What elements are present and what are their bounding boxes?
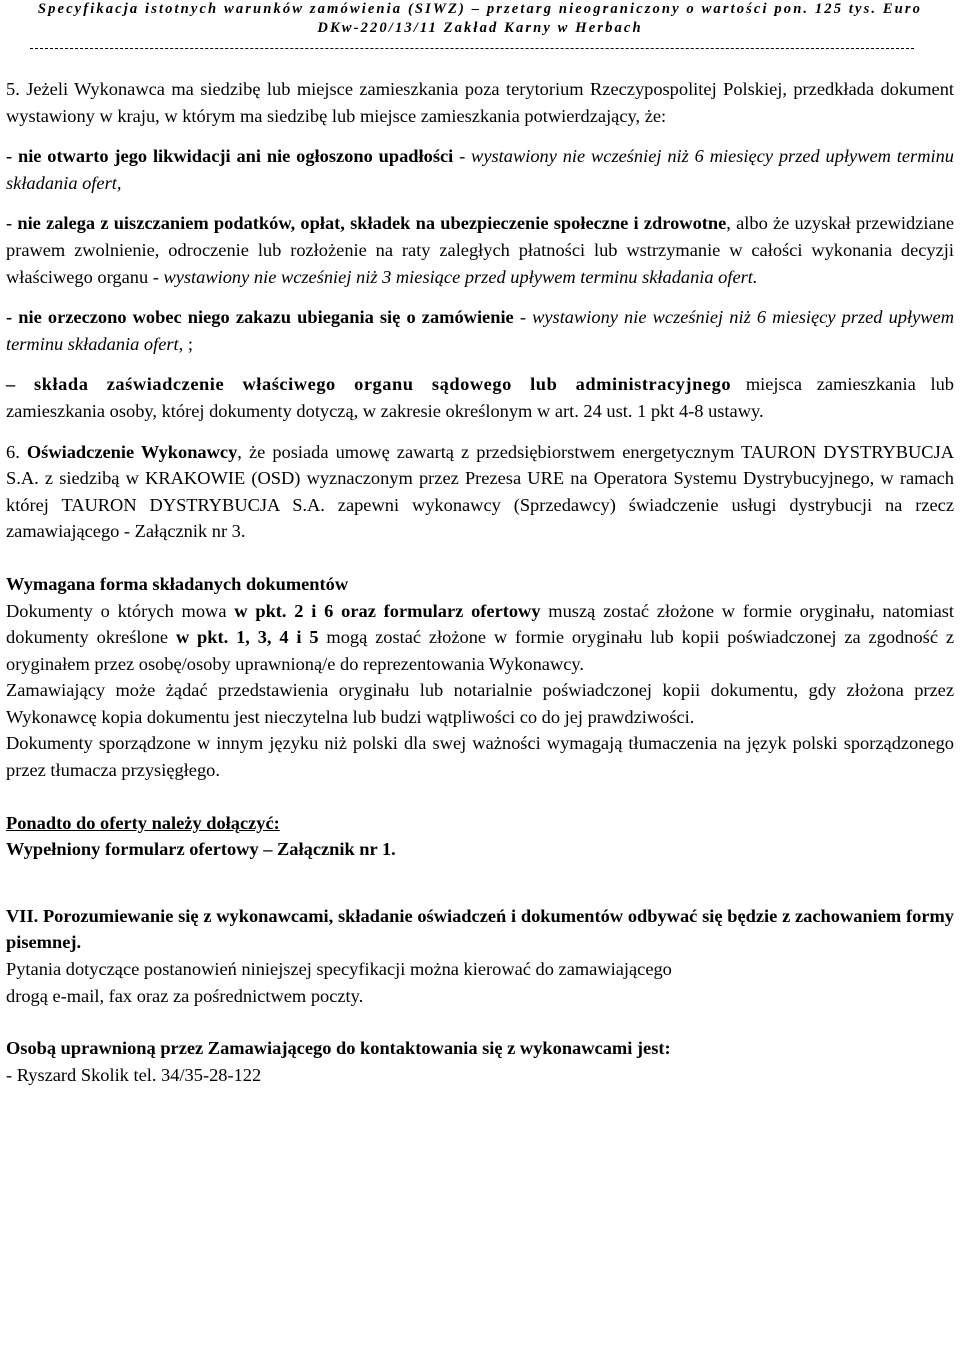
section-7-heading-text: VII. Porozumiewanie się z wykonawcami, składanie oświadczeń i dokumentów odbywać się będzie z zachowaniem formy pisemnej.	[6, 905, 954, 953]
item-bold-text: – składa zaświadczenie właściwego organu sądowego lub administracyjnego	[6, 374, 732, 395]
ponadto-heading-text: Ponadto do oferty należy dołączyć:	[6, 812, 280, 833]
item-text: , albo że uzyskał przewidziane prawem zwolnienie, odroczenie lub rozłożenie na raty zaległych płatności lub wstrzymanie w całości wykonania decyzji właściwego organu	[6, 213, 954, 287]
section-7-heading	[6, 903, 954, 956]
section-5-item-ban	[6, 304, 954, 357]
item-bold-text: - nie zalega z uiszczaniem podatków, opłat, składek na ubezpieczenie społeczne i zdrowotne	[6, 213, 727, 234]
section-6-number: 6.	[6, 441, 27, 462]
section-6-bold: Oświadczenie Wykonawcy	[26, 441, 238, 462]
item-italic-text: - wystawiony nie wcześniej niż 6 miesięcy przed upływem terminu składania ofert,	[6, 146, 954, 193]
contact-heading-text: Osobą uprawnioną przez Zamawiającego do kontaktowania się z wykonawcami jest:	[6, 1038, 671, 1059]
forma-text: muszą zostać złożone w formie oryginału, natomiast dokumenty określone	[6, 600, 955, 648]
ponadto-item-text: Wypełniony formularz ofertowy – Załącznik nr 1.	[6, 839, 396, 860]
item-text: miejsca zamieszkania lub zamieszkania osoby, której dokumenty dotyczą, w zakresie określonym w art. 24 ust. 1 pkt 4-8 ustawy.	[6, 374, 954, 421]
section-5-intro: 5. Jeżeli Wykonawca ma siedzibę lub miejsce zamieszkania poza terytorium Rzeczypospolitej Polskiej, przedkłada dokument wystawiony w kraju, w którym ma siedzibę lub miejsce zamieszkania potwierdzający, że:	[6, 79, 954, 126]
forma-heading	[6, 571, 954, 598]
item-italic-text: - wystawiony nie wcześniej niż 3 miesiące przed upływem terminu składania ofert.	[152, 266, 758, 287]
forma-paragraph-2: Zamawiający może żądać przedstawienia oryginału lub notarialnie poświadczonej kopii dokumentu, gdy złożona przez Wykonawcę kopia dokumentu jest nieczytelna lub budzi wątpliwości co do jej prawdziwości.	[6, 680, 954, 727]
header-line-2: DKw-220/13/11 Zakład Karny w Herbach	[317, 20, 643, 36]
item-bold-text: - nie otwarto jego likwidacji ani nie ogłoszono upadłości	[6, 146, 454, 167]
header-line-1: Specyfikacja istotnych warunków zamówienia (SIWZ) – przetarg nieograniczony o wartości pon. 125 tys. Euro	[37, 1, 923, 17]
ponadto-item	[6, 836, 954, 863]
forma-text: Dokumenty o których mowa	[6, 600, 235, 621]
section-6-text: , że posiada umowę zawartą z przedsiębiorstwem energetycznym TAURON DYSTRYBUCJA S.A. z siedzibą w KRAKOWIE (OSD) wyznaczonym przez Prezesa URE na Operatora Systemu Dystrybucyjnego, w ramach której TAURON DYSTRYBUCJA S.A. zapewni wykonawcy (Sprzedawcy) świadczenie usługi dystrybucji na rzecz zamawiającego - Załącznik nr 3.	[6, 441, 955, 542]
forma-bold: w pkt. 1, 3, 4 i 5	[175, 627, 319, 648]
item-text: ;	[183, 333, 193, 354]
section-5-item-certificate	[6, 371, 954, 424]
section-6	[6, 439, 954, 545]
forma-paragraph-1	[6, 598, 954, 678]
section-5-item-taxes	[6, 210, 954, 290]
item-italic-text: - wystawiony nie wcześniej niż 6 miesięcy przed upływem terminu składania ofert,	[6, 307, 954, 354]
contact-person: - Ryszard Skolik tel. 34/35-28-122	[6, 1064, 262, 1085]
section-7-line-2: drogą e-mail, fax oraz za pośrednictwem poczty.	[6, 985, 364, 1006]
section-5-item-liquidation	[6, 143, 954, 196]
section-7-line-1: Pytania dotyczące postanowień niniejszej specyfikacji można kierować do zamawiającego	[6, 959, 672, 980]
item-bold-text: - nie orzeczono wobec niego zakazu ubiegania się o zamówienie	[6, 307, 514, 328]
forma-heading-text: Wymagana forma składanych dokumentów	[6, 573, 349, 594]
forma-paragraph-3: Dokumenty sporządzone w innym języku niż polski dla swej ważności wymagają tłumaczenia na język polski sporządzonego przez tłumacza przysięgłego.	[6, 733, 954, 781]
ponadto-heading	[6, 810, 954, 837]
forma-text: mogą zostać złożone w formie oryginału lub kopii poświadczonej za zgodność z oryginałem przez osobę/osoby uprawnioną/e do reprezentowania Wykonawcy.	[6, 627, 954, 674]
forma-bold: w pkt. 2 i 6 oraz formularz ofertowy	[234, 600, 541, 621]
contact-heading	[6, 1035, 954, 1062]
